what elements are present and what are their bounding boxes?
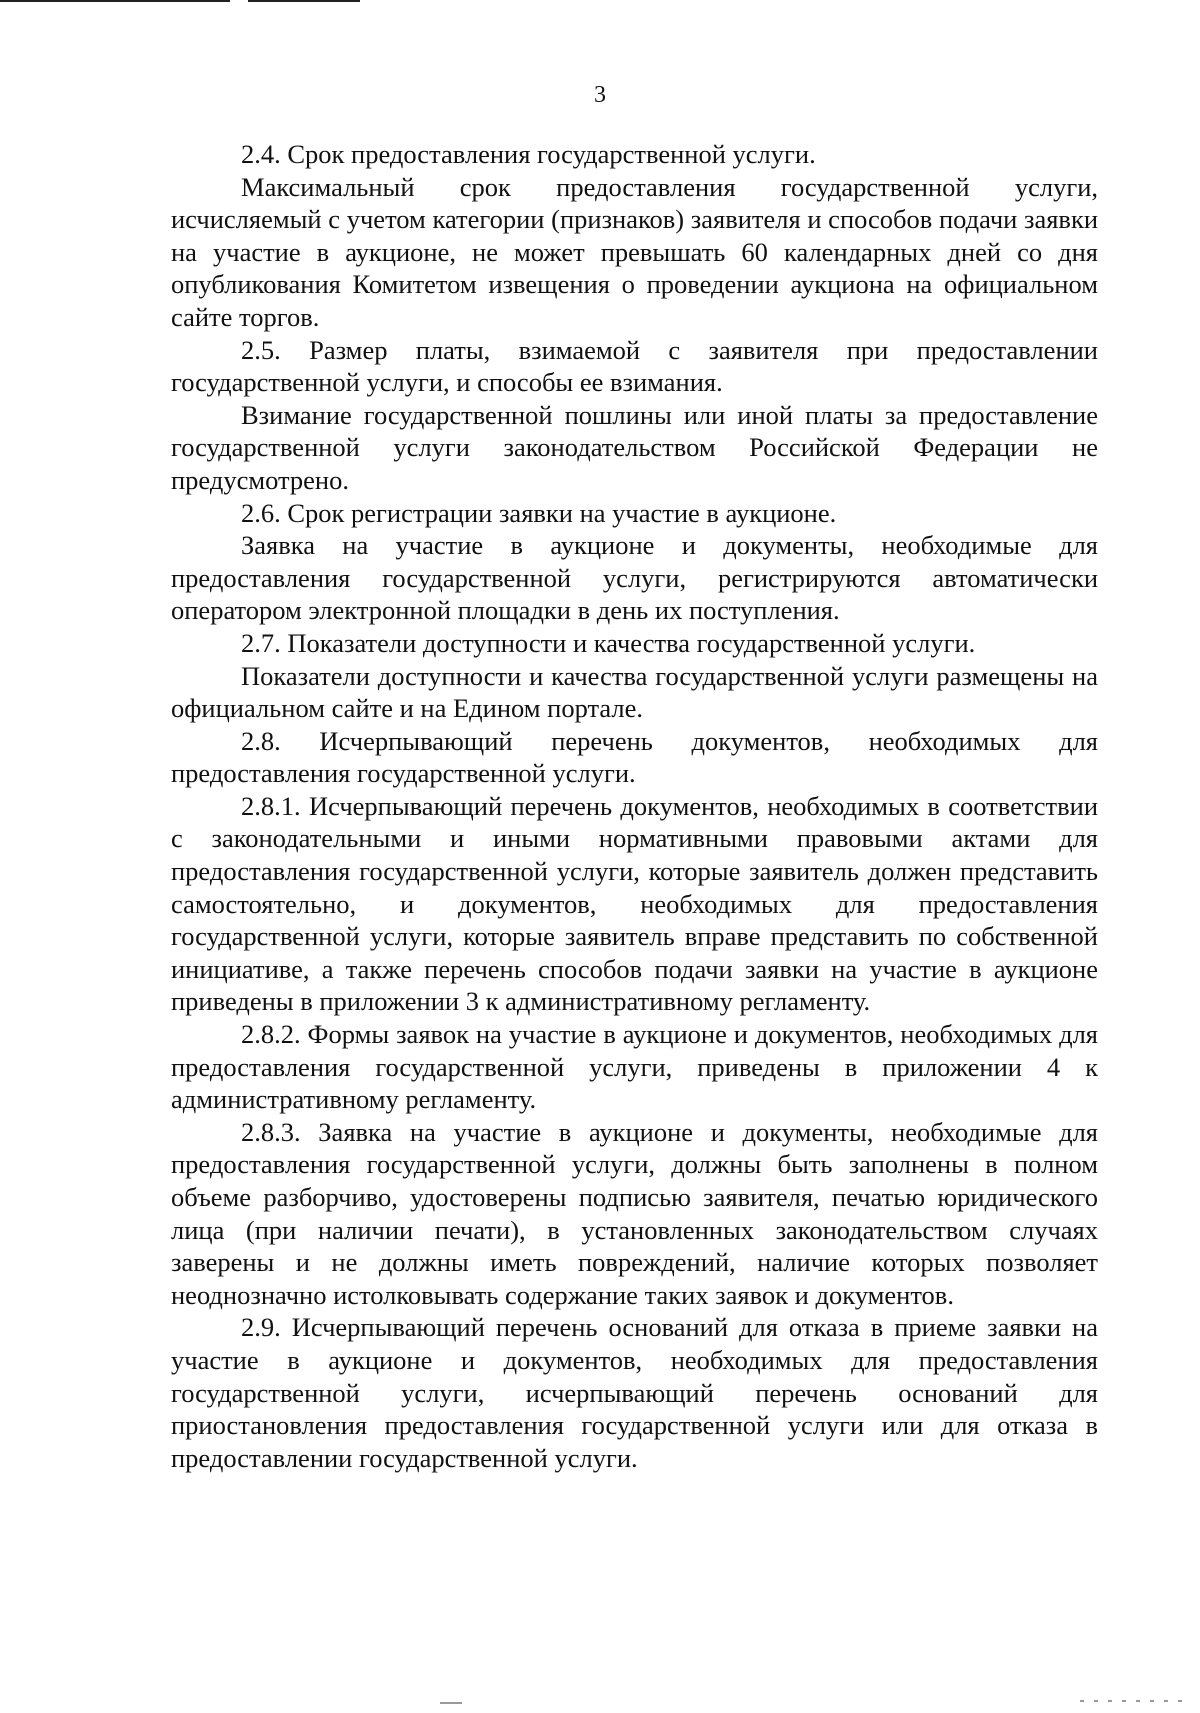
paragraph-max-term: Максимальный срок предоставления государственной услуги, исчисляемый с учетом категории (признаков) заявителя и способов подачи заявки на участие в аукционе, не может превышать 60 календарных дней со дня опубликования Комитетом извещения о проведении аукциона на официальном сайте торгов. xyxy=(171,171,1098,332)
paragraph-2-8-1: 2.8.1. Исчерпывающий перечень документов, необходимых в соответствии с законодательными и иными нормативными правовыми актами для предоставления государственной услуги, которые заявитель должен представить самостоятельно, и документов, необходимых для предоставления государственной услуги, которые заявитель вправе представить по собственной инициативе, а также перечень способов подачи заявки на участие в аукционе приведены в приложении 3 к административному регламенту. xyxy=(171,790,1098,1017)
paragraph-2-8: 2.8. Исчерпывающий перечень документов, необходимых для предоставления государственной услуги. xyxy=(171,725,1098,789)
scan-dots xyxy=(1080,1700,1190,1702)
paragraph-registration: Заявка на участие в аукционе и документы, необходимые для предоставления государственной услуги, регистрируются автоматически оператором электронной площадки в день их поступления. xyxy=(171,530,1098,626)
paragraph-2-6: 2.6. Срок регистрации заявки на участие в аукционе. xyxy=(241,497,837,528)
scan-edge-mark xyxy=(248,0,360,2)
page-number: 3 xyxy=(594,82,606,108)
paragraph-2-8-2: 2.8.2. Формы заявок на участие в аукционе и документов, необходимых для предоставления государственной услуги, приведены в приложении 4 к административному регламенту. xyxy=(171,1019,1098,1115)
paragraph-2-7: 2.7. Показатели доступности и качества государственной услуги. xyxy=(241,627,976,658)
paragraph-2-8-3: 2.8.3. Заявка на участие в аукционе и документы, необходимые для предоставления государственной услуги, должны быть заполнены в полном объеме разборчиво, удостоверены подписью заявителя, печатью юридического лица (при наличии печати), в установленных законодательством случаях заверены и не должны иметь повреждений, наличие которых позволяет неоднозначно истолковывать содержание таких заявок и документов. xyxy=(171,1116,1098,1310)
scan-speck xyxy=(440,1702,462,1704)
paragraph-2-4: 2.4. Срок предоставления государственной услуги. xyxy=(241,139,816,169)
document-body xyxy=(171,138,1098,1474)
paragraph-fee: Взимание государственной пошлины или иной платы за предоставление государственной услуги законодательством Российской Федерации не предусмотрено. xyxy=(171,399,1098,495)
scan-edge-mark xyxy=(0,0,230,2)
paragraph-2-5: 2.5. Размер платы, взимаемой с заявителя при предоставлении государственной услуги, и способы ее взимания. xyxy=(171,334,1098,398)
paragraph-2-9: 2.9. Исчерпывающий перечень оснований для отказа в приеме заявки на участие в аукционе и документов, необходимых для предоставления государственной услуги, исчерпывающий перечень оснований для приостановления предоставления государственной услуги или для отказа в предоставлении государственной услуги. xyxy=(171,1312,1098,1473)
paragraph-indicators: Показатели доступности и качества государственной услуги размещены на официальном сайте и на Едином портале. xyxy=(171,660,1098,724)
